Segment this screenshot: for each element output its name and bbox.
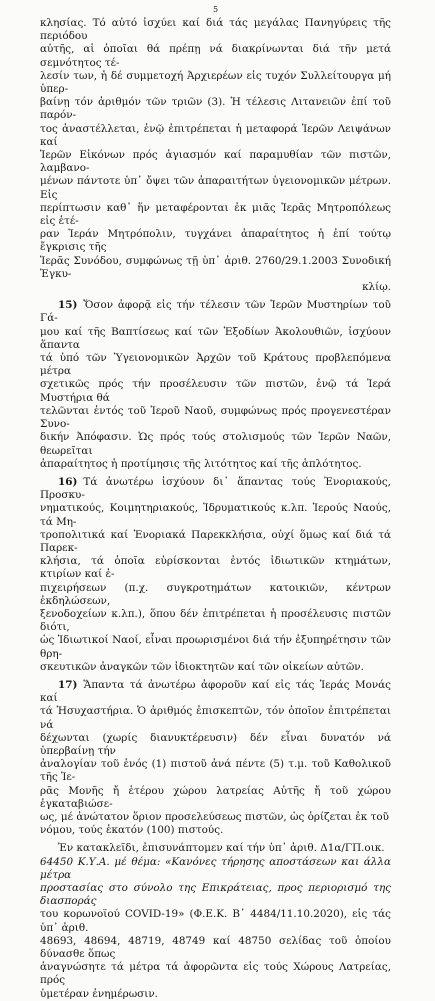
text-line: ἀναγνώσητε τά μέτρα τά ἀφορῶντα εἰς τούς Χώρους Λατρείας, πρός	[40, 961, 391, 987]
paragraph-17	[40, 679, 391, 837]
paragraph-continuation	[40, 17, 391, 294]
text-line: Ἐν κατακλεῖδι, ἐπισυνάπτομεν καί τήν ὑπ᾽ ἀριθ. Δ1α/ΓΠ.οικ.	[58, 842, 385, 855]
paragraph-15	[40, 299, 391, 471]
text-line	[40, 299, 391, 325]
text-line: νόμου, τούς ἑκατόν (100) πιστούς.	[40, 824, 224, 837]
text-line: του κορωνοϊού COVID-19» (Φ.Ε.Κ. Β᾽ 4484/11.10.2020), εἰς τάς ὑπ᾽ ἀριθ.	[40, 908, 391, 934]
text-line: ἀπαραίτητος ἡ προτίμησις τῆς λιτότητος καί τῆς ἁπλότητος.	[40, 457, 362, 470]
text-line: 64450 Κ.Υ.Α. μέ θέμα: «Κανόνες τήρησης αποστάσεων και άλλα μέτρα	[40, 855, 391, 881]
text-line: 48693, 48694, 48719, 48749 καί 48750 σελίδας τοῦ ὁποίου δύνασθε ὅπως	[40, 934, 391, 961]
text-line: βαίνῃ τόν ἀριθμόν τῶν τριῶν (3). Ἡ τέλεσις Λιτανειῶν ἐπί τοῦ παρόν-	[40, 96, 391, 122]
text-line: πιχειρήσεων (π.χ. συγκροτημάτων κατοικιῶν, κέντρων ἐκδηλώσεων,	[40, 581, 391, 607]
text-line: τά ὑπό τῶν Ὑγειονομικῶν Ἀρχῶν τοῦ Κράτους προβλεπόμενα μέτρα	[40, 352, 391, 378]
text-line: δικήν Ἀπόφασιν. Ὡς πρός τούς στολισμούς τῶν Ἱερῶν Ναῶν, θεωρεῖται	[40, 431, 391, 457]
text-line: τελῶνται ἐντός τοῦ Ἱεροῦ Ναοῦ, συμφώνως πρός προγενεστέραν Συνο-	[40, 404, 391, 431]
text-line-content: Ἅπαντα τά ἀνωτέρω ἀφοροῦν καί εἰς τάς Ἱεράς Μονάς καί	[40, 678, 391, 705]
text-line: τροπολιτικά καί Ἐνοριακά Παρεκκλήσια, οὐχί ὅμως καί διά τά Παρεκ-	[40, 528, 391, 554]
paragraph-number: 17)	[58, 678, 78, 691]
paragraph-number: 15)	[58, 299, 78, 312]
text-line-content: Τά ἀνωτέρω ἰσχύουν δι᾽ ἅπαντας τούς Ἐνοριακούς, Προσκυ-	[40, 475, 391, 502]
text-line: σχετικῶς πρός τήν προσέλευσιν τῶν πιστῶν, ἐνῷ τά Ἱερά Μυστήρια θά	[40, 378, 391, 404]
text-line: τος ἀναστέλλεται, ἐνῷ ἐπιτρέπεται ἡ μεταφορά Ἱερῶν Λειψάνων καί	[40, 122, 391, 148]
text-line: ὡς Ἰδιωτικοί Ναοί, εἶναι προωρισμένοι διά τήν ἐξυπηρέτησιν τῶν θρη-	[40, 634, 391, 660]
text-line: σκευτικῶν ἀναγκῶν τῶν ἰδιοκτητῶν καί τῶν οἰκείων αὐτῶν.	[40, 660, 364, 673]
text-line: ρᾶς Μονῆς ἤ ἑτέρου χώρου λατρείας Αὐτῆς ἤ τοῦ χώρου ἐγκαταβιώσε-	[40, 784, 391, 810]
text-line	[40, 679, 391, 705]
text-line: προστασίας στο σύνολο της Επικράτειας, προς περιορισμό της διασποράς	[40, 882, 391, 908]
paragraph-conclusion	[40, 842, 391, 1000]
text-line: ως, μέ ἀνώτατον ὅριον προσελεύσεως πιστῶν, ὡς ὁρίζεται ἐκ τοῦ	[40, 810, 389, 823]
text-line: δέχωνται (χωρίς διανυκτέρευσιν) δέν εἶναι δυνατόν νά ὑπερβαίνῃ τήν	[40, 731, 391, 757]
text-line: νηματικούς, Κοιμητηριακούς, Ἱδρυματικούς κ.λπ. Ἱερούς Ναούς, τά Μη-	[40, 502, 391, 528]
text-line: λεσίν των, ἡ δέ συμμετοχή Ἀρχιερέων εἰς τυχόν Συλλείτουργα μή ὑπερ-	[40, 69, 391, 96]
text-line: κλησίας. Τό αὐτό ἰσχύει καί διά τάς μεγάλας Πανηγύρεις τῆς περιόδου	[40, 17, 391, 43]
paragraph-16	[40, 476, 391, 674]
paragraph-number: 16)	[58, 475, 78, 488]
text-line: ὑμετέραν ἐνημέρωσιν.	[40, 987, 158, 1000]
text-line	[40, 476, 391, 502]
text-line: μένων πάντοτε ὑπ᾽ ὄψει τῶν ἀπαραιτήτων ὑγειονομικῶν μέτρων. Εἰς	[40, 175, 391, 201]
text-line: κλίῳ.	[362, 281, 391, 294]
page-number: 5	[212, 5, 219, 14]
text-line-content: Ὅσον ἀφορᾷ εἰς τήν τέλεσιν τῶν Ἱερῶν Μυστηρίων τοῦ Γά-	[40, 299, 391, 325]
text-line: Ἱερῶν Εἰκόνων πρός ἁγιασμόν καί παραμυθίαν τῶν πιστῶν, λαμβανο-	[40, 149, 391, 175]
text-line: περίπτωσιν καθ᾽ ἥν μεταφέρονται ἐκ μιᾶς Ἱερᾶς Μητροπόλεως εἰς ἑτέ-	[40, 201, 391, 228]
text-line: ἀναλογίαν τοῦ ἑνός (1) πιστοῦ ἀνά πέντε (5) τ.μ. τοῦ Καθολικοῦ τῆς Ἱε-	[40, 758, 391, 784]
text-line: αὐτῆς, αἱ ὁποῖαι θά πρέπῃ νά διακρίνωνται διά τῆν μετά σεμνότητος τέ-	[40, 43, 391, 69]
text-line: μου καί τῆς Βαπτίσεως καί τῶν Ἐξοδίων Ἀκολουθιῶν, ἰσχύουν ἅπαντα	[40, 325, 391, 351]
text-line: ξενοδοχείων κ.λπ.), ὅπου δέν ἐπιτρέπεται ἡ προσέλευσις πιστῶν διότι,	[40, 607, 391, 634]
text-line: Ἱερᾶς Συνόδου, συμφώνως τῇ ὑπ᾽ ἀριθ. 2760/29.1.2003 Συνοδική Ἐγκυ-	[40, 254, 391, 280]
text-line: τά Ἡσυχαστήρια. Ὁ ἀριθμός ἐπισκεπτῶν, τόν ὁποῖον ἐπιτρέπεται νά	[40, 705, 391, 731]
text-line: κλήσια, τά ὁποῖα εὑρίσκονται ἐντός ἰδιωτικῶν κτημάτων, κτιρίων καί ἐ-	[40, 555, 391, 581]
text-line: ραν Ἱεράν Μητρόπολιν, τυγχάνει ἀπαραίτητος ἡ ἐπί τούτῳ ἔγκρισις τῆς	[40, 228, 391, 254]
